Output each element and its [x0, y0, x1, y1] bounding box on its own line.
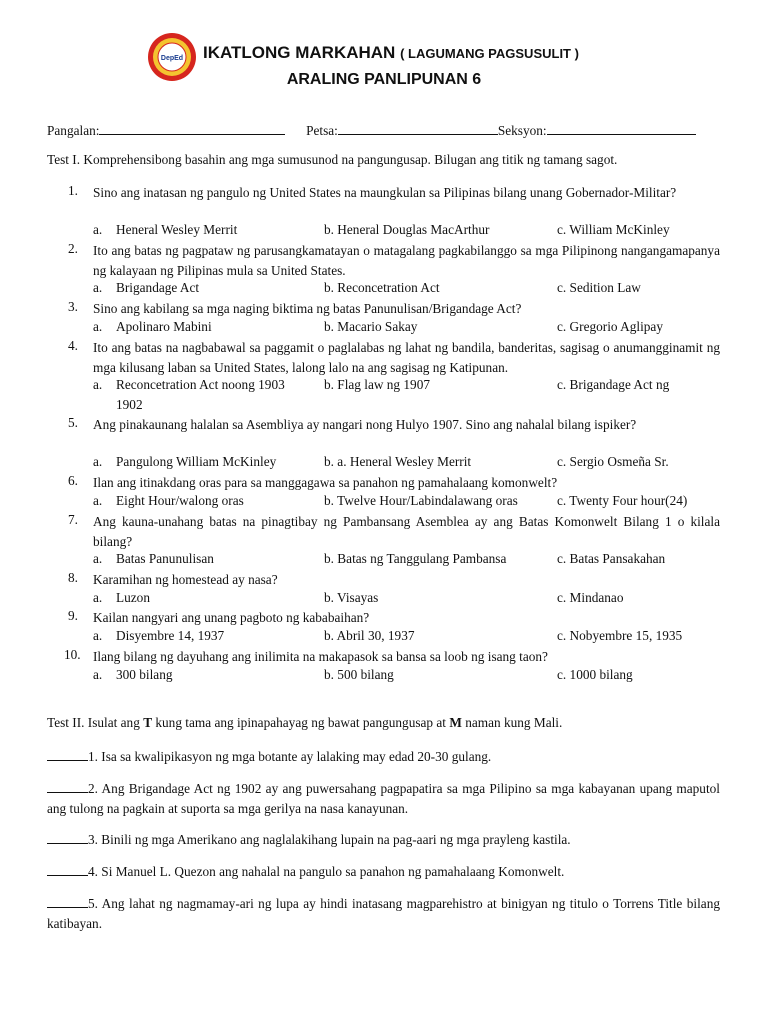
question-number: 8.	[68, 570, 78, 585]
question-stem: Ilang bilang ng dayuhang ang inilimita na makapasok sa bansa sa loob ng isang taon?	[93, 649, 548, 664]
choice-a-letter[interactable]: a.	[93, 589, 103, 605]
choice-c[interactable]: c. Gregorio Aglipay	[557, 318, 663, 334]
item-text: Binili ng mga Amerikano ang naglalakihang lupain na pag-aari ng mga prayleng kastila.	[97, 832, 571, 847]
choice-c[interactable]: c. Batas Pansakahan	[557, 551, 666, 566]
question-stem: Ang kauna-unahang batas na pinagtibay ng Pambansang Asemblea ay ang Batas Komonwelt Bilang 1 o kilala bilang?	[93, 514, 720, 549]
name-label: Pangalan:	[47, 123, 100, 138]
choice-a[interactable]: Batas Panunulisan	[116, 551, 214, 566]
choice-c[interactable]: c. Brigandage Act ng	[557, 377, 670, 392]
choice-a[interactable]: Reconcetration Act noong 1903	[116, 377, 285, 392]
true-false-item	[47, 747, 720, 767]
answer-blank[interactable]	[47, 831, 88, 844]
choice-a[interactable]: Luzon	[116, 589, 150, 605]
choice-b[interactable]: b. Abril 30, 1937	[324, 627, 415, 643]
item-text: Ang Brigandage Act ng 1902 ay ang puwersahang pagpapatira sa mga Pilipino sa mga kabayanan upang maputol ang tulong na pagkain at suporta sa mga gerilya na nasa kanayunan.	[47, 781, 720, 816]
true-false-item	[47, 862, 720, 882]
choice-a-letter[interactable]: a.	[93, 318, 103, 334]
choice-c-continuation: 1902	[116, 396, 143, 412]
item-number: 4.	[88, 864, 98, 879]
choice-a[interactable]: Heneral Wesley Merrit	[116, 222, 238, 237]
question-stem: Ang pinakaunang halalan sa Asembliya ay nangari nong Hulyo 1907. Sino ang nahalal bilang ispiker?	[93, 417, 637, 432]
choice-a[interactable]: Eight Hour/walong oras	[116, 492, 244, 508]
choice-c[interactable]: c. Sedition Law	[557, 280, 641, 295]
choice-a-letter[interactable]: a.	[93, 551, 103, 566]
choice-b[interactable]: b. 500 bilang	[324, 666, 394, 682]
choice-c[interactable]: c. Nobyembre 15, 1935	[557, 627, 683, 643]
choice-a-letter[interactable]: a.	[93, 377, 103, 392]
choice-b[interactable]: b. a. Heneral Wesley Merrit	[324, 454, 472, 469]
true-false-item	[47, 894, 720, 934]
answer-blank[interactable]	[47, 895, 88, 908]
true-false-item	[47, 779, 720, 819]
section-label: Seksyon:	[497, 123, 547, 138]
choice-b[interactable]: b. Batas ng Tanggulang Pambansa	[324, 551, 507, 566]
exam-title	[203, 43, 579, 63]
question-number: 2.	[68, 241, 78, 256]
item-number: 2.	[88, 781, 98, 796]
question-number: 1.	[68, 183, 78, 198]
question-number: 6.	[68, 473, 78, 488]
choice-c[interactable]: c. William McKinley	[557, 222, 670, 237]
choice-c[interactable]: c. Sergio Osmeña Sr.	[557, 454, 669, 469]
choice-a-letter[interactable]: a.	[93, 280, 103, 295]
answer-blank[interactable]	[47, 748, 88, 761]
question-stem: Ilan ang itinakdang oras para sa manggagawa sa panahon ng pamahalaang komonwelt?	[93, 475, 558, 490]
choice-c[interactable]: c. Mindanao	[557, 589, 624, 605]
choice-c[interactable]: c. 1000 bilang	[557, 666, 633, 682]
choice-b[interactable]: b. Macario Sakay	[324, 318, 418, 334]
date-field[interactable]	[338, 121, 498, 135]
item-number: 1.	[88, 749, 98, 764]
question-number: 3.	[68, 299, 78, 314]
choice-a[interactable]: Brigandage Act	[116, 280, 200, 295]
item-number: 3.	[88, 832, 98, 847]
choice-a-letter[interactable]: a.	[93, 627, 103, 643]
choice-a-letter[interactable]: a.	[93, 492, 103, 508]
true-false-item	[47, 830, 720, 850]
question-number: 9.	[68, 608, 78, 623]
item-number: 5.	[88, 896, 98, 911]
choice-b[interactable]: b. Reconcetration Act	[324, 280, 440, 295]
date-label: Petsa:	[306, 123, 338, 138]
choice-b[interactable]: b. Flag law ng 1907	[324, 377, 430, 392]
choice-a[interactable]: Apolinaro Mabini	[116, 318, 212, 334]
question-stem: Ito ang batas ng pagpataw ng parusangkamatayan o matagalang pagkabilanggo sa mga Pilipinong nangangamapanya ng kalayaan ng Pilipinas mula sa United States.	[93, 243, 720, 278]
question-stem: Sino ang inatasan ng pangulo ng United States na maungkulan sa Pilipinas bilang unang Gobernador-Militar?	[93, 185, 677, 200]
question-stem: Kailan nangyari ang unang pagboto ng kababaihan?	[93, 610, 370, 625]
choice-a[interactable]: 300 bilang	[116, 666, 173, 682]
name-field[interactable]	[99, 121, 285, 135]
exam-title-main: IKATLONG MARKAHAN	[203, 43, 396, 62]
question-number: 4.	[68, 338, 78, 353]
choice-b[interactable]: b. Twelve Hour/Labindalawang oras	[324, 492, 518, 508]
question-stem: Karamihan ng homestead ay nasa?	[93, 572, 278, 587]
question-stem: Sino ang kabilang sa mga naging biktima ng batas Panunulisan/Brigandage Act?	[93, 301, 522, 316]
item-text: Ang lahat ng nagmamay-ari ng lupa ay hindi inatasang magparehistro at binigyan ng titulo o Torrens Title bilang katibayan.	[47, 896, 720, 931]
question-stem: Ito ang batas na nagbabawal sa paggamit o paglalabas ng lahat ng bandila, banderitas, sagisag o anumangginamit ng mga kilusang laban sa United States, lalong lalo na ang sagisag ng Katipunan.	[93, 340, 720, 375]
exam-title-paren: ( LAGUMANG PAGSUSULIT )	[400, 46, 579, 61]
question-number: 10.	[64, 647, 81, 662]
choice-a[interactable]: Disyembre 14, 1937	[116, 627, 225, 643]
section-field[interactable]	[547, 121, 696, 135]
choice-b[interactable]: b. Visayas	[324, 589, 379, 605]
test2-instruction: Test II. Isulat ang T kung tama ang ipinapahayag ng bawat pangungusap at M naman kung Mali.	[47, 715, 563, 730]
question-number: 7.	[68, 512, 78, 527]
answer-blank[interactable]	[47, 863, 88, 876]
question-number: 5.	[68, 415, 78, 430]
logo-text: DepEd	[160, 55, 184, 62]
student-info-line	[47, 121, 696, 139]
answer-blank[interactable]	[47, 780, 88, 793]
item-text: Isa sa kwalipikasyon ng mga botante ay lalaking may edad 20-30 gulang.	[97, 749, 492, 764]
choice-a-letter[interactable]: a.	[93, 222, 103, 237]
choice-a-letter[interactable]: a.	[93, 454, 103, 469]
test1-instruction: Test I. Komprehensibong basahin ang mga sumusunod na pangungusap. Bilugan ang titik ng tamang sagot.	[47, 152, 618, 167]
subject-title: ARALING PANLIPUNAN 6	[286, 71, 482, 88]
choice-c[interactable]: c. Twenty Four hour(24)	[557, 492, 688, 508]
choice-b[interactable]: b. Heneral Douglas MacArthur	[324, 222, 490, 237]
choice-a[interactable]: Pangulong William McKinley	[116, 454, 277, 469]
item-text: Si Manuel L. Quezon ang nahalal na pangulo sa panahon ng pamahalaang Komonwelt.	[97, 864, 565, 879]
choice-a-letter[interactable]: a.	[93, 666, 103, 682]
